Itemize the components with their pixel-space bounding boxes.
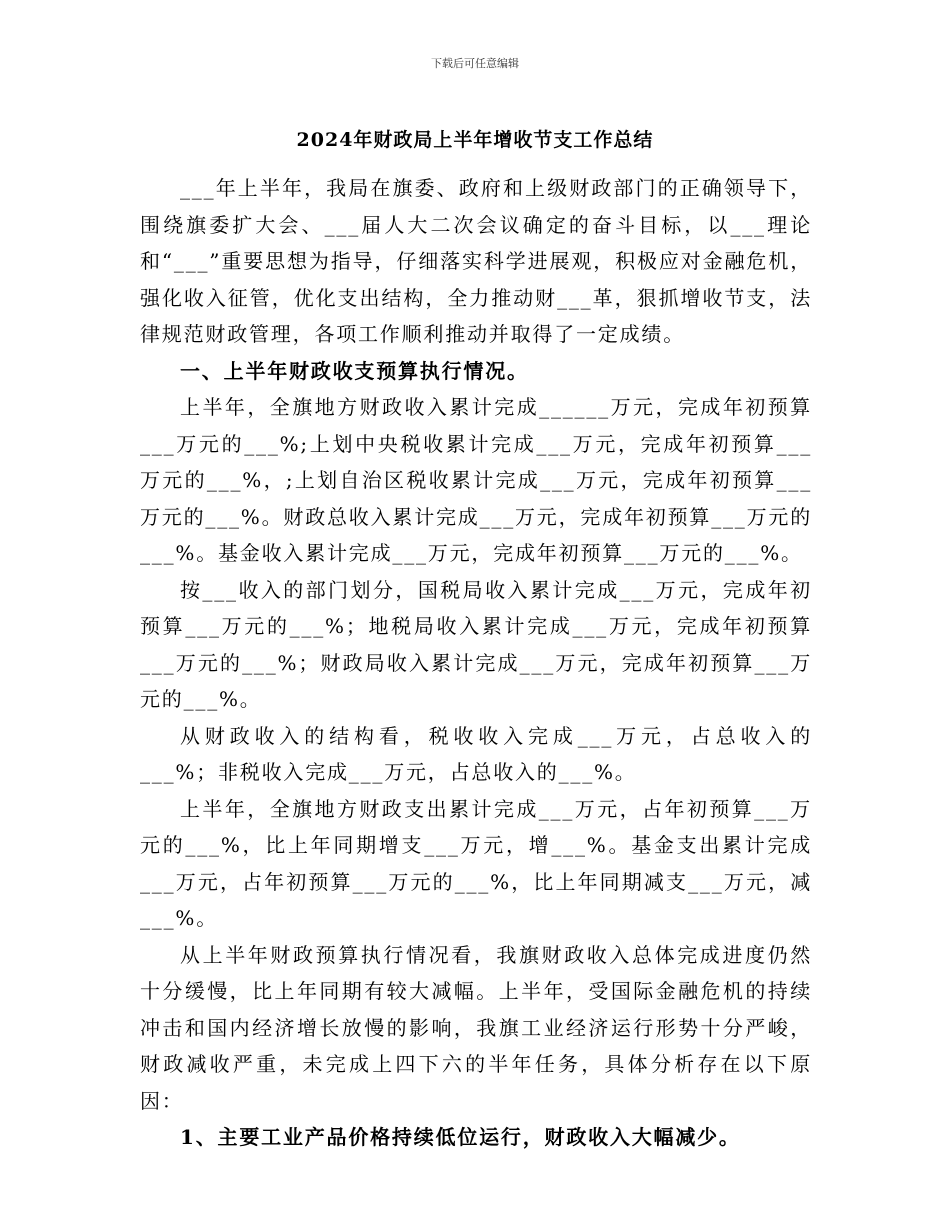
expenditure-paragraph: 上半年，全旗地方财政支出累计完成___万元，占年初预算___万元的___%，比上年同期增支___万元，增___%。基金支出累计完成___万元，占年初预算___万元的___%，比上年同期减支___万元，减___%。 (140, 796, 812, 930)
document-body (140, 170, 812, 1156)
intro-paragraph: ___年上半年，我局在旗委、政府和上级财政部门的正确领导下，围绕旗委扩大会、___届人大二次会议确定的奋斗目标，以___理论和“___”重要思想为指导，仔细落实科学进展观，积极应对金融危机，强化收入征管，优化支出结构，全力推动财___革，狠抓增收节支，法律规范财政管理，各项工作顺利推动并取得了一定成绩。 (140, 176, 812, 346)
document-title: 2024年财政局上半年增收节支工作总结 (296, 129, 654, 151)
analysis-paragraph: 从上半年财政预算执行情况看，我旗财政收入总体完成进度仍然十分缓慢，比上年同期有较大减幅。上半年，受国际金融危机的持续冲击和国内经济增长放慢的影响，我旗工业经济运行形势十分严峻，财政减收严重，未完成上四下六的半年任务，具体分析存在以下原因： (140, 942, 812, 1113)
header-note: 下载后可任意编辑 (431, 57, 519, 70)
structure-paragraph: 从财政收入的结构看，税收收入完成___万元，占总收入的___%；非税收入完成___万元，占总收入的___%。 (140, 723, 812, 784)
revenue-paragraph: 上半年，全旗地方财政收入累计完成______万元，完成年初预算___万元的___%;上划中央税收累计完成___万元，完成年初预算___万元的___%，;上划自治区税收累计完成___万元，完成年初预算___万元的___%。财政总收入累计完成___万元，完成年初预算___万元的___%。基金收入累计完成___万元，完成年初预算___万元的___%。 (140, 395, 813, 565)
section-heading-1: 一、上半年财政收支预算执行情况。 (180, 358, 529, 383)
department-paragraph: 按___收入的部门划分，国税局收入累计完成___万元，完成年初预算___万元的___%；地税局收入累计完成___万元，完成年初预算___万元的___%；财政局收入累计完成___万元，完成年初预算___万元的___%。 (140, 577, 812, 711)
section-heading-2: 1、主要工业产品价格持续低位运行，财政收入大幅减少。 (180, 1125, 741, 1149)
